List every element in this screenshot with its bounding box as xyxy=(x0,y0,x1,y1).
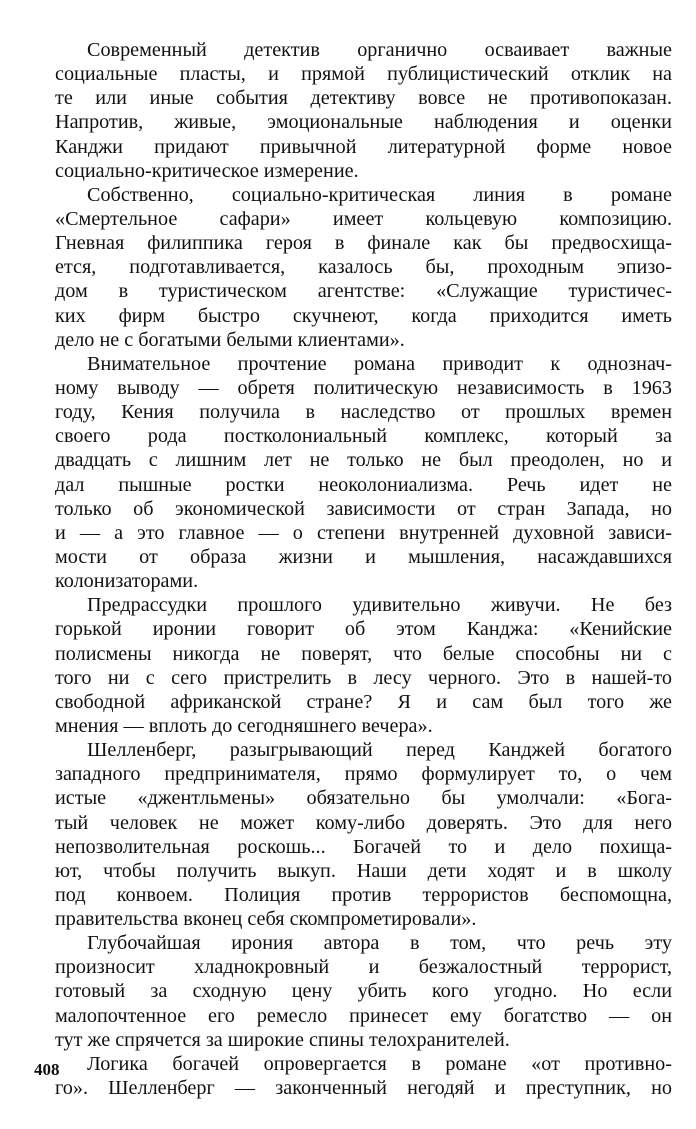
text-line: Собственно, социально-критическая линия в романе xyxy=(87,183,672,206)
text-line: Глубочайшая ирония автора в том, что речь эту xyxy=(87,932,672,955)
paragraph-1 xyxy=(55,38,672,183)
text-line: дело не с богатыми белыми клиентами». xyxy=(55,328,405,351)
text-line: малопочтенное его ремесло принесет ему богатство — он xyxy=(55,1004,672,1027)
page-number: 408 xyxy=(34,1060,60,1079)
paragraph-3 xyxy=(55,352,672,593)
text-line: Шелленберг, разыгрывающий перед Канджей богатого xyxy=(87,739,672,762)
text-line: Гневная филиппика героя в финале как бы предвосхища- xyxy=(55,232,672,255)
text-line: западного предпринимателя, прямо формулирует то, о чем xyxy=(55,763,672,786)
text-line: ется, подготавливается, казалось бы, проходным эпизо- xyxy=(55,256,672,279)
paragraph-7 xyxy=(55,1052,672,1100)
text-line: мости от образа жизни и мышления, насаждавшихся xyxy=(55,545,672,568)
paragraph-6 xyxy=(55,931,672,1052)
paragraph-5 xyxy=(55,738,672,931)
text-line: ют, чтобы получить выкуп. Наши дети ходят и в школу xyxy=(55,859,672,882)
text-line: колонизаторами. xyxy=(55,570,199,593)
text-line: Современный детектив органично осваивает важные xyxy=(87,39,672,61)
text-line: «Смертельное сафари» имеет кольцевую композицию. xyxy=(55,207,672,230)
text-line: Внимательное прочтение романа приводит к однознач- xyxy=(87,352,672,375)
text-line: только об экономической зависимости от стран Запада, но xyxy=(55,497,672,520)
text-line: дом в туристическом агентстве: «Служащие туристичес- xyxy=(55,280,672,303)
text-line: Канджи придают привычной литературной форме новое xyxy=(55,135,672,158)
text-line: истые «джентльмены» обязательно бы умолчали: «Бога- xyxy=(55,787,672,810)
text-line: Предрассудки прошлого удивительно живучи. Не без xyxy=(87,594,672,617)
text-line: полисмены никогда не поверят, что белые способны ни с xyxy=(55,642,672,665)
page-body xyxy=(55,38,672,1100)
text-line: того ни с сего пристрелить в лесу черного. Это в нашей-то xyxy=(55,666,672,689)
text-line: ких фирм быстро скучнеют, когда приходится иметь xyxy=(55,304,672,327)
text-line: тый человек не может кому-либо доверять. Это для него xyxy=(55,811,672,834)
text-line: горькой иронии говорит об этом Канджа: «Кенийские xyxy=(55,618,672,641)
text-line: и — а это главное — о степени внутренней духовной зависи- xyxy=(55,521,672,544)
text-line: Напротив, живые, эмоциональные наблюдения и оценки xyxy=(55,111,672,134)
text-line: под конвоем. Полиция против террористов беспомощна, xyxy=(55,883,672,906)
paragraph-4 xyxy=(55,593,672,738)
text-line: социальные пласты, и прямой публицистический отклик на xyxy=(55,63,672,86)
text-line: готовый за сходную цену убить кого угодно. Но если xyxy=(55,980,672,1003)
text-line: дал пышные ростки неоколониализма. Речь идет не xyxy=(55,473,672,496)
text-line: правительства вконец себя скомпрометировали». xyxy=(55,908,477,931)
text-line: непозволительная роскошь... Богачей то и дело похища- xyxy=(55,835,672,858)
text-line: го». Шелленберг — законченный негодяй и преступник, но xyxy=(55,1077,672,1100)
paragraph-2 xyxy=(55,183,672,352)
text-line: своего рода постколониальный комплекс, который за xyxy=(55,425,672,448)
text-line: свободной африканской стране? Я и сам был того же xyxy=(55,690,672,713)
text-line: Логика богачей опровергается в романе «от противно- xyxy=(87,1052,672,1075)
text-line: социально-критическое измерение. xyxy=(55,159,359,182)
text-line: те или иные события детективу вовсе не противопоказан. xyxy=(55,87,672,110)
text-line: произносит хладнокровный и безжалостный террорист, xyxy=(55,956,672,979)
text-line: мнения — вплоть до сегодняшнего вечера». xyxy=(55,714,433,737)
text-line: двадцать с лишним лет не только не был преодолен, но и xyxy=(55,449,672,472)
text-line: тут же спрячется за широкие спины телохранителей. xyxy=(55,1028,510,1051)
text-line: ному выводу — обретя политическую независимость в 1963 xyxy=(55,376,672,399)
text-line: году, Кения получила в наследство от прошлых времен xyxy=(55,401,672,424)
